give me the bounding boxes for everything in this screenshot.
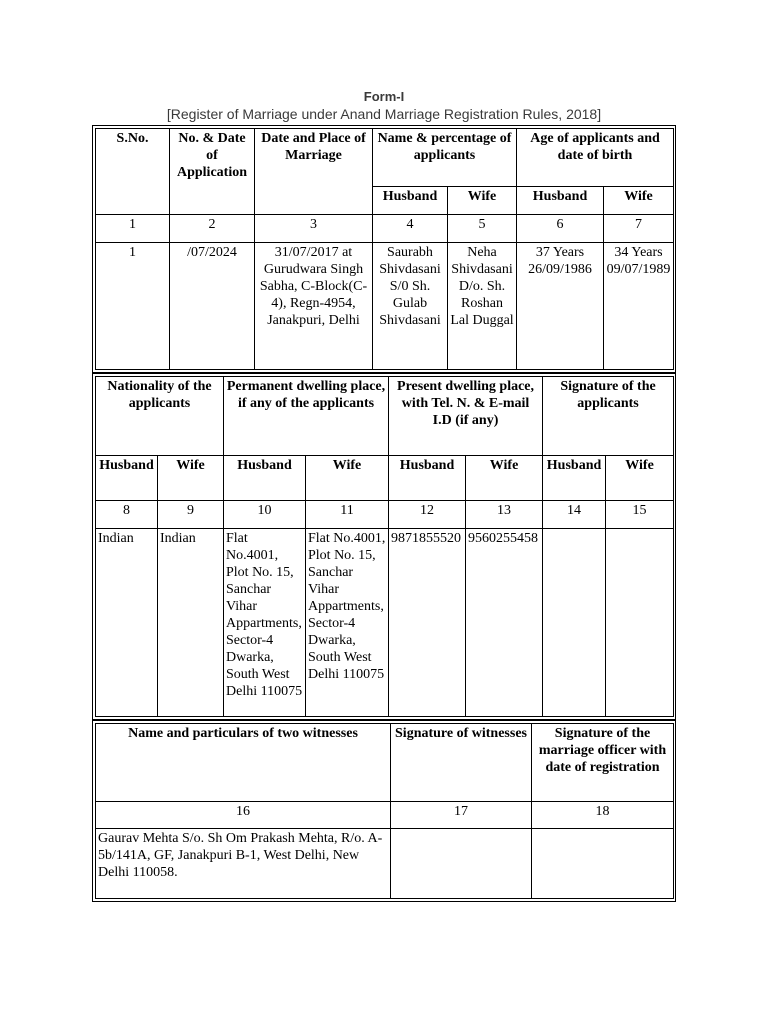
column-number: 14: [543, 501, 606, 529]
column-number: 13: [466, 501, 543, 529]
subheader-husband: Husband: [543, 456, 606, 501]
subheader-wife: Wife: [306, 456, 389, 501]
cell-sno: 1: [96, 243, 170, 370]
header-permanent-dwelling: Permanent dwelling place, if any of the applicants: [224, 377, 389, 456]
header-date-place: Date and Place of Marriage: [255, 129, 373, 215]
subheader-wife: Wife: [448, 187, 517, 215]
cell-officer-signature: [532, 829, 674, 899]
column-number: 11: [306, 501, 389, 529]
header-nationality: Nationality of the applicants: [96, 377, 224, 456]
header-witness-signature: Signature of witnesses: [391, 724, 532, 802]
column-number: 10: [224, 501, 306, 529]
cell-signature-wife: [606, 529, 674, 717]
cell-permanent-wife: Flat No.4001, Plot No. 15, Sanchar Vihar Appartments, Sector-4 Dwarka, South West Delhi 110075: [306, 529, 389, 717]
header-applicant-signature: Signature of the applicants: [543, 377, 674, 456]
subheader-wife: Wife: [466, 456, 543, 501]
header-present-dwelling: Present dwelling place, with Tel. N. & E-mail I.D (if any): [389, 377, 543, 456]
cell-witness-details: Gaurav Mehta S/o. Sh Om Prakash Mehta, R/o. A-5b/141A, GF, Janakpuri B-1, West Delhi, New Delhi 110058.: [96, 829, 391, 899]
column-number: 7: [604, 215, 674, 243]
header-witnesses: Name and particulars of two witnesses: [96, 724, 391, 802]
cell-husband-name: Saurabh Shivdasani S/0 Sh. Gulab Shivdasani: [373, 243, 448, 370]
header-officer-signature: Signature of the marriage officer with date of registration: [532, 724, 674, 802]
cell-wife-name: Neha Shivdasani D/o. Sh. Roshan Lal Duggal: [448, 243, 517, 370]
cell-permanent-husband: Flat No.4001, Plot No. 15, Sanchar Vihar Appartments, Sector-4 Dwarka, South West Delhi 110075: [224, 529, 306, 717]
column-number: 8: [96, 501, 158, 529]
subheader-husband: Husband: [224, 456, 306, 501]
subheader-husband: Husband: [373, 187, 448, 215]
cell-nationality-husband: Indian: [96, 529, 158, 717]
column-number: 16: [96, 802, 391, 829]
cell-nationality-wife: Indian: [158, 529, 224, 717]
column-number: 5: [448, 215, 517, 243]
register-table-1: [95, 128, 674, 370]
header-application: No. & Date of Application: [170, 129, 255, 215]
cell-witness-signature: [391, 829, 532, 899]
cell-present-husband: 9871855520: [389, 529, 466, 717]
subheader-husband: Husband: [389, 456, 466, 501]
register-table-2: [95, 376, 674, 717]
register-table-3: [95, 723, 674, 899]
column-number: 17: [391, 802, 532, 829]
column-number: 6: [517, 215, 604, 243]
column-number: 1: [96, 215, 170, 243]
column-number: 12: [389, 501, 466, 529]
cell-date-place: 31/07/2017 at Gurudwara Singh Sabha, C-Block(C-4), Regn-4954, Janakpuri, Delhi: [255, 243, 373, 370]
column-number: 4: [373, 215, 448, 243]
column-number: 3: [255, 215, 373, 243]
column-number: 2: [170, 215, 255, 243]
subheader-husband: Husband: [96, 456, 158, 501]
cell-wife-age: 34 Years 09/07/1989: [604, 243, 674, 370]
subheader-husband: Husband: [517, 187, 604, 215]
subheader-wife: Wife: [158, 456, 224, 501]
subheader-wife: Wife: [606, 456, 674, 501]
form-subtitle: [Register of Marriage under Anand Marriage Registration Rules, 2018]: [166, 106, 602, 122]
column-number: 15: [606, 501, 674, 529]
cell-signature-husband: [543, 529, 606, 717]
cell-present-wife: 9560255458: [466, 529, 543, 717]
column-number: 18: [532, 802, 674, 829]
column-number: 9: [158, 501, 224, 529]
header-sno: S.No.: [96, 129, 170, 215]
header-age-dob: Age of applicants and date of birth: [517, 129, 674, 187]
form-title: Form-I: [363, 89, 405, 104]
cell-application-date: /07/2024: [170, 243, 255, 370]
subheader-wife: Wife: [604, 187, 674, 215]
cell-husband-age: 37 Years 26/09/1986: [517, 243, 604, 370]
header-name-percentage: Name & percentage of applicants: [373, 129, 517, 187]
